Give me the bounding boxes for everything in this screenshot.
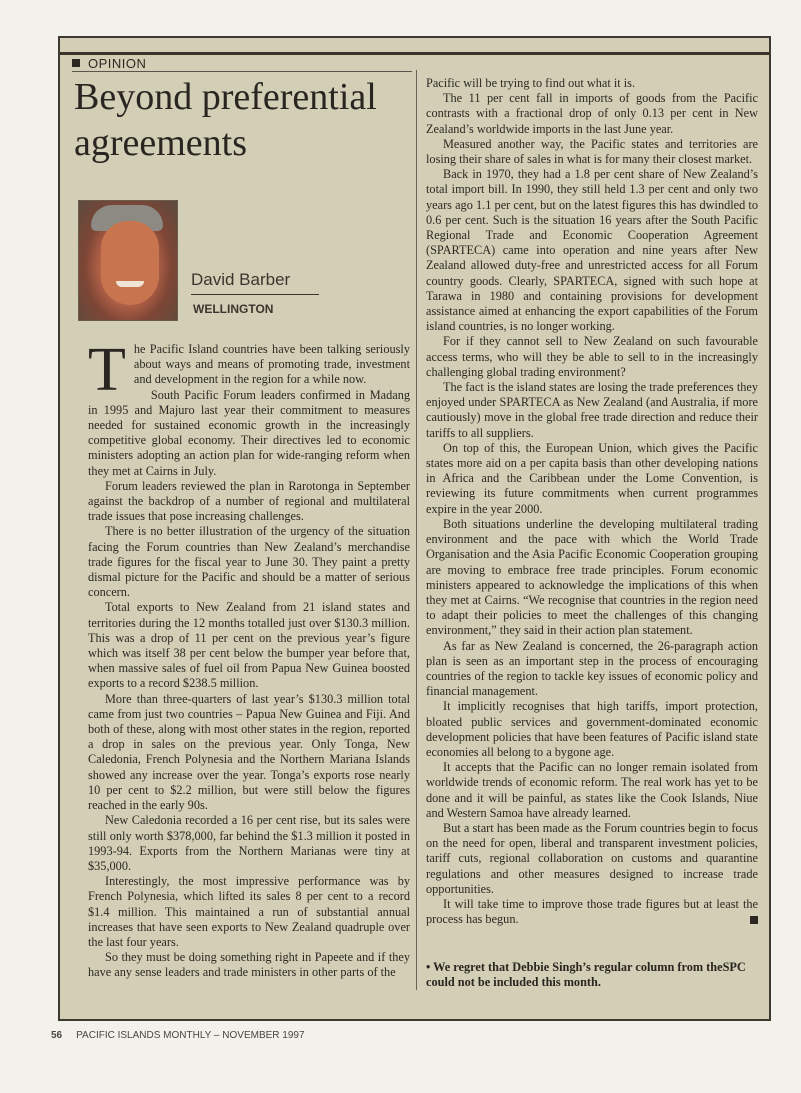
section-square-icon bbox=[72, 59, 80, 67]
paragraph: The 11 per cent fall in imports of goods from the Pacific contrasts with a fractional drop of only 0.13 per cent in New Zealand’s worldwide imports in the last June year. bbox=[426, 91, 758, 136]
page-footer bbox=[51, 1030, 305, 1041]
column-divider bbox=[416, 70, 417, 990]
paragraph: The Pacific Island countries have been talking seriously about ways and means of promoting trade, investment and development in the region for a while now. bbox=[88, 336, 410, 404]
paragraph: But a start has been made as the Forum countries begin to focus on the need for open, liberal and transparent investment policies, tariff cuts, regional collaboration on customs and quarantine regulations and other measures designed to increase trade opportunities. bbox=[426, 820, 758, 896]
section-label-text: OPINION bbox=[88, 56, 147, 71]
photo-smile bbox=[116, 281, 144, 287]
paragraph: Both situations underline the developing multilateral trading environment and the pace with which the World Trade Organisation and the Asia Pacific Economic Cooperation grouping are moving to embrace free trade principles. Forum economic ministers appeared to acknowledge the implications of this when they met at Cairns. “We recognise that countries in the region need to adapt their policies to meet the challenges of this changing environment,” they said in their action plan statement. bbox=[426, 516, 758, 638]
last-paragraph bbox=[426, 897, 758, 927]
article-column-1 bbox=[88, 336, 410, 981]
paragraph: Measured another way, the Pacific states and territories are losing their share of sales in what is for many their closest market. bbox=[426, 136, 758, 167]
paragraph: It accepts that the Pacific can no longer remain isolated from worldwide trends of economic reform. The real work has yet to be done and it will be painful, as states like the Cook Islands, Niue and Western Samoa have already learned. bbox=[426, 760, 758, 820]
paragraph: There is no better illustration of the urgency of the situation facing the Forum countries than New Zealand’s merchandise trade figures for the fiscal year to June 30. They paint a pretty dismal picture for the Pacific and should be a matter of serious concern. bbox=[88, 524, 410, 600]
paragraph: As far as New Zealand is concerned, the 26-paragraph action plan is seen as an important step in the process of encouraging countries of the region to tackle key issues of economic policy and financial management. bbox=[426, 638, 758, 699]
last-paragraph-text: It will take time to improve those trade figures but at least the process has begun. bbox=[426, 896, 758, 927]
author-location: WELLINGTON bbox=[193, 302, 274, 316]
paragraph: Total exports to New Zealand from 21 island states and territories during the 12 months totalled just over $130.3 million. This was a drop of 11 per cent on the previous year’s figure which was itself 38 per cent below the bumper year before that, when massive sales of fuel oil from Papua New Guinea boosted exports to a record $238.5 million. bbox=[88, 600, 410, 691]
page-number: 56 bbox=[51, 1030, 63, 1041]
editor-note: • We regret that Debbie Singh’s regular column from theSPC could not be included this month. bbox=[426, 960, 746, 990]
section-rule bbox=[72, 71, 412, 72]
article-panel bbox=[58, 36, 771, 1021]
photo-face bbox=[101, 221, 159, 305]
author-name: David Barber bbox=[191, 270, 291, 289]
author-rule bbox=[191, 294, 319, 295]
paragraph: South Pacific Forum leaders confirmed in Madang in 1995 and Majuro last year their commitment to measures needed for sustained economic growth in the increasingly competitive global economy. Their directives led to economic ministers adopting an action plan for wide-ranging reform when they met at Cairns in July. bbox=[88, 387, 410, 478]
paragraph: New Caledonia recorded a 16 per cent rise, but its sales were still only worth $378,000, far behind the $1.3 million it posted in 1993-94. Exports from the Northern Marianas were tiny at $35,000. bbox=[88, 813, 410, 873]
top-rule bbox=[60, 52, 769, 55]
paragraph: Pacific will be trying to find out what it is. bbox=[426, 76, 636, 90]
paragraph: Forum leaders reviewed the plan in Rarotonga in September against the backdrop of a number of regional and multilateral trade issues that pose increasing challenges. bbox=[88, 478, 410, 524]
paragraph: Interestingly, the most impressive performance was by French Polynesia, which lifted its sales 8 per cent to a record $1.4 million. This maintained a run of substantial annual increases that have seen exports to New Zealand quadruple over the last four years. bbox=[88, 874, 410, 949]
paragraph: On top of this, the European Union, which gives the Pacific states more aid on a per capita basis than other developing nations in Africa and the Caribbean under the Lome Convention, is reviewing its future commitments when current programmes expire in the year 2000. bbox=[426, 440, 758, 516]
paragraph: For if they cannot sell to New Zealand on such favourable access terms, who will they be able to sell to in the increasingly challenging global trading environment? bbox=[426, 334, 758, 379]
paragraph: Back in 1970, they had a 1.8 per cent share of New Zealand’s total import bill. In 1990, they still held 1.3 per cent and only two years ago 1.1 per cent, but on the latest figures this has dwindled to 0.6 per cent. Such is the situation 16 years after the South Pacific Regional Trade and Economic Cooperation Agreement (SPARTECA) came into operation and nine years after New Zealand allowed duty-free and unrestricted access for all Forum country goods. Clearly, SPARTECA, signed with such hope at Tarawa in 1980 and containing provisions for development assistance aimed at enhancing the export capabilities of the Forum island countries, is no longer working. bbox=[426, 167, 758, 334]
publication-line: PACIFIC ISLANDS MONTHLY – NOVEMBER 1997 bbox=[76, 1030, 305, 1041]
paragraph: The fact is the island states are losing the trade preferences they enjoyed under SPARTECA as New Zealand (and Australia, if more cautiously) move in the global free trade direction and reduce their tariffs to all suppliers. bbox=[426, 380, 758, 440]
section-label bbox=[72, 56, 146, 71]
headline: Beyond preferential agreements bbox=[74, 76, 377, 164]
author-photo bbox=[78, 200, 178, 321]
paragraph: It implicitly recognises that high tariffs, import protection, bloated public services and government-dominated economic development policies that have been features of Pacific island state economies all belong to a bygone age. bbox=[426, 699, 758, 759]
paragraph: So they must be doing something right in Papeete and if they have any sense leaders and trade ministers in other parts of the bbox=[88, 950, 410, 980]
article-column-2 bbox=[426, 76, 758, 927]
end-mark-icon bbox=[750, 916, 758, 924]
paragraph: More than three-quarters of last year’s $130.3 million total came from just two countries – Papua New Guinea and Fiji. And both of these, along with most other states in the region, reported a drop in sales on the previous year. Only Tonga, New Caledonia, French Polynesia and the Northern Mariana Islands showed any increase over the year. Tonga’s exports rose nearly 10 per cent to $2.2 million, but were still below the figures reached in the early 90s. bbox=[88, 691, 410, 813]
